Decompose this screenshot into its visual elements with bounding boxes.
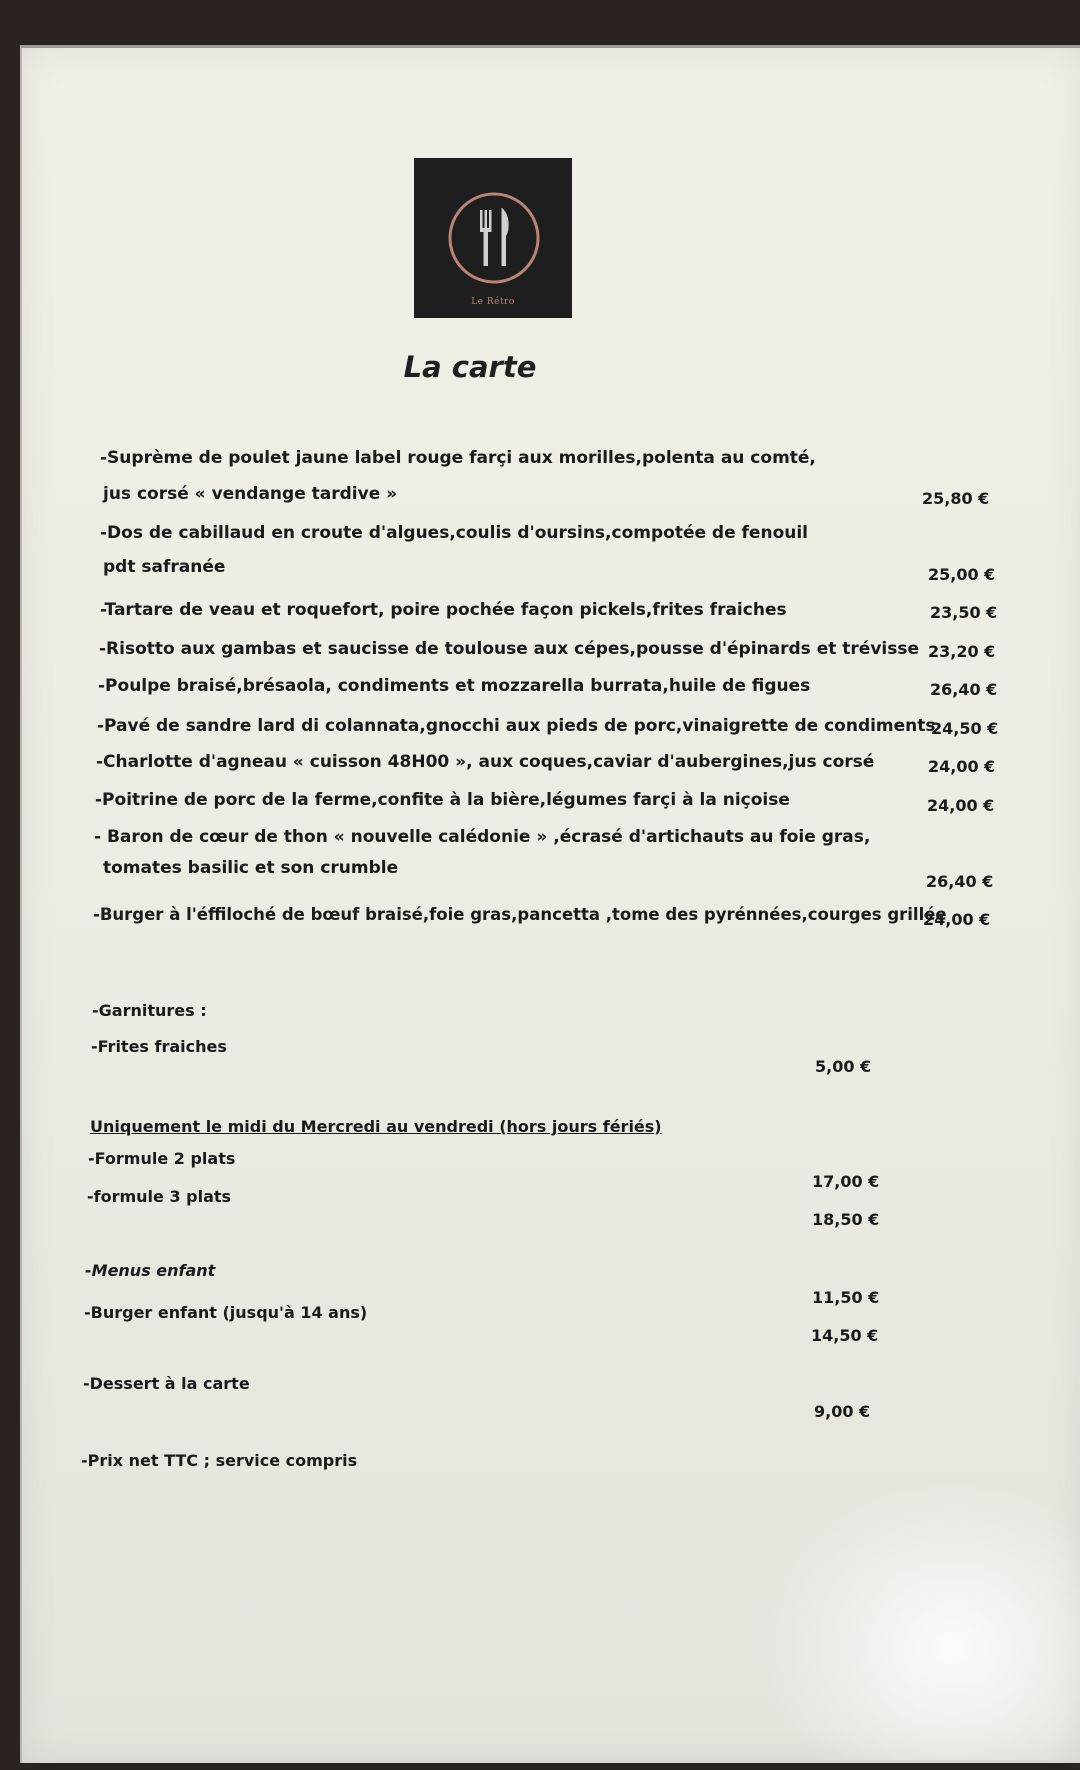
dish-8-line-1: -Poitrine de porc de la ferme,confite à la bière,légumes farçi à la niçoise (95, 790, 790, 810)
restaurant-logo (414, 158, 572, 318)
dish-6-price: 24,50 € (931, 719, 999, 738)
menus-enfant-label: -Menus enfant (85, 1261, 216, 1280)
dish-9-line-2: tomates basilic et son crumble (103, 858, 399, 878)
formule-3-label: -formule 3 plats (87, 1187, 232, 1206)
dish-3-line-1: -Tartare de veau et roquefort, poire pochée façon pickels,frites fraiches (100, 600, 787, 620)
dish-6-line-1: -Pavé de sandre lard di colannata,gnocchi aux pieds de porc,vinaigrette de condiments (97, 716, 936, 736)
dish-7-price: 24,00 € (928, 757, 996, 776)
footer-note: -Prix net TTC ; service compris (81, 1451, 358, 1470)
dish-1-price: 25,80 € (922, 489, 990, 508)
dish-10-line-1: -Burger à l'éffiloché de bœuf braisé,foie gras,pancetta ,tome des pyrénnées,courges grillée (93, 905, 947, 924)
dish-2-price: 25,00 € (928, 565, 996, 584)
dish-9-price: 26,40 € (926, 872, 994, 891)
midi-heading: Uniquement le midi du Mercredi au vendredi (hors jours fériés) (90, 1117, 662, 1136)
dish-5-price: 26,40 € (930, 680, 998, 699)
formule-2-price: 17,00 € (812, 1172, 880, 1191)
dish-3-price: 23,50 € (930, 603, 998, 622)
dish-5-line-1: -Poulpe braisé,brésaola, condiments et mozzarella burrata,huile de figues (98, 676, 811, 696)
burger-enfant-label: -Burger enfant (jusqu'à 14 ans) (84, 1303, 368, 1322)
dish-4-price: 23,20 € (928, 642, 996, 661)
dish-2-line-1: -Dos de cabillaud en croute d'algues,coulis d'oursins,compotée de fenouil (100, 523, 808, 543)
garnitures-price: 5,00 € (815, 1057, 872, 1076)
dish-10-price: 24,00 € (923, 910, 991, 929)
dish-9-line-1: - Baron de cœur de thon « nouvelle calédonie » ,écrasé d'artichauts au foie gras, (94, 827, 871, 847)
dish-2-line-2: pdt safranée (103, 557, 226, 577)
dessert-label: -Dessert à la carte (83, 1374, 250, 1393)
formule-3-price: 18,50 € (812, 1210, 880, 1229)
garnitures-item: -Frites fraiches (91, 1037, 227, 1056)
dish-4-line-1: -Risotto aux gambas et saucisse de toulouse aux cépes,pousse d'épinards et trévisse (99, 639, 920, 659)
burger-enfant-price: 14,50 € (811, 1326, 879, 1345)
logo-text: Le Rétro (471, 297, 515, 307)
dish-7-line-1: -Charlotte d'agneau « cuisson 48H00 », aux coques,caviar d'aubergines,jus corsé (96, 752, 875, 772)
page-title: La carte (403, 350, 537, 384)
menus-enfant-price: 11,50 € (812, 1288, 880, 1307)
dish-1-line-2: jus corsé « vendange tardive » (103, 484, 398, 504)
dish-1-line-1: -Suprème de poulet jaune label rouge farçi aux morilles,polenta au comté, (100, 448, 816, 468)
dish-8-price: 24,00 € (927, 796, 995, 815)
dessert-price: 9,00 € (814, 1402, 871, 1421)
fork-knife-icon (414, 158, 572, 318)
formule-2-label: -Formule 2 plats (88, 1149, 236, 1168)
garnitures-heading: -Garnitures : (92, 1001, 207, 1020)
